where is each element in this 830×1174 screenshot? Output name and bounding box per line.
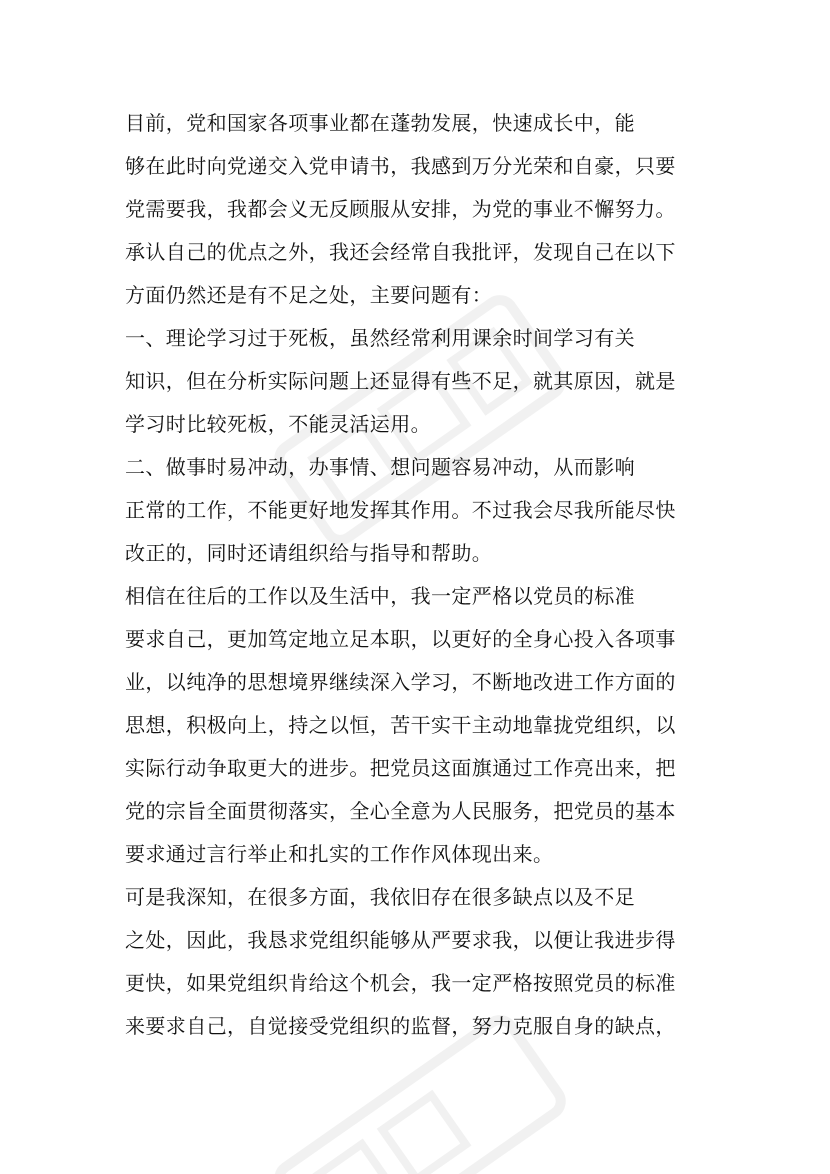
text-line: 思想，积极向上，持之以恒，苦干实干主动地靠拢党组织，以 (125, 713, 676, 737)
text-line: 学习时比较死板，不能灵活运用。 (125, 412, 431, 436)
text-line: 够在此时向党递交入党申请书，我感到万分光荣和自豪，只要 (125, 154, 676, 178)
text-line: 目前，党和国家各项事业都在蓬勃发展，快速成长中，能 (125, 111, 635, 135)
text-line: 党的宗旨全面贯彻落实，全心全意为人民服务，把党员的基本 (125, 799, 676, 823)
text-line: 正常的工作，不能更好地发挥其作用。不过我会尽我所能尽快 (125, 498, 676, 522)
text-line: 方面仍然还是有不足之处，主要问题有： (125, 283, 493, 307)
text-line: 要求自己，更加笃定地立足本职，以更好的全身心投入各项事 (125, 627, 676, 651)
text-line: 党需要我，我都会义无反顾服从安排，为党的事业不懈努力。 (125, 197, 676, 221)
text-line: 知识，但在分析实际问题上还显得有些不足，就其原因，就是 (125, 369, 676, 393)
text-line: 实际行动争取更大的进步。把党员这面旗通过工作亮出来，把 (125, 756, 676, 780)
text-line: 改正的，同时还请组织给与指导和帮助。 (125, 541, 493, 565)
text-line: 业，以纯净的思想境界继续深入学习，不断地改进工作方面的 (125, 670, 676, 694)
text-line: 更快，如果党组织肯给这个机会，我一定严格按照党员的标准 (125, 971, 676, 995)
text-line: 相信在往后的工作以及生活中，我一定严格以党员的标准 (125, 584, 635, 608)
text-line: 一、理论学习过于死板，虽然经常利用课余时间学习有关 (125, 326, 635, 350)
text-line: 二、做事时易冲动，办事情、想问题容易冲动，从而影响 (125, 455, 635, 479)
text-line: 可是我深知，在很多方面，我依旧存在很多缺点以及不足 (125, 885, 635, 909)
text-line: 承认自己的优点之外，我还会经常自我批评，发现自己在以下 (125, 240, 676, 264)
text-line: 之处，因此，我恳求党组织能够从严要求我，以便让我进步得 (125, 928, 676, 952)
text-line: 要求通过言行举止和扎实的工作作风体现出来。 (125, 842, 554, 866)
text-line: 来要求自己，自觉接受党组织的监督，努力克服自身的缺点， (125, 1014, 676, 1038)
